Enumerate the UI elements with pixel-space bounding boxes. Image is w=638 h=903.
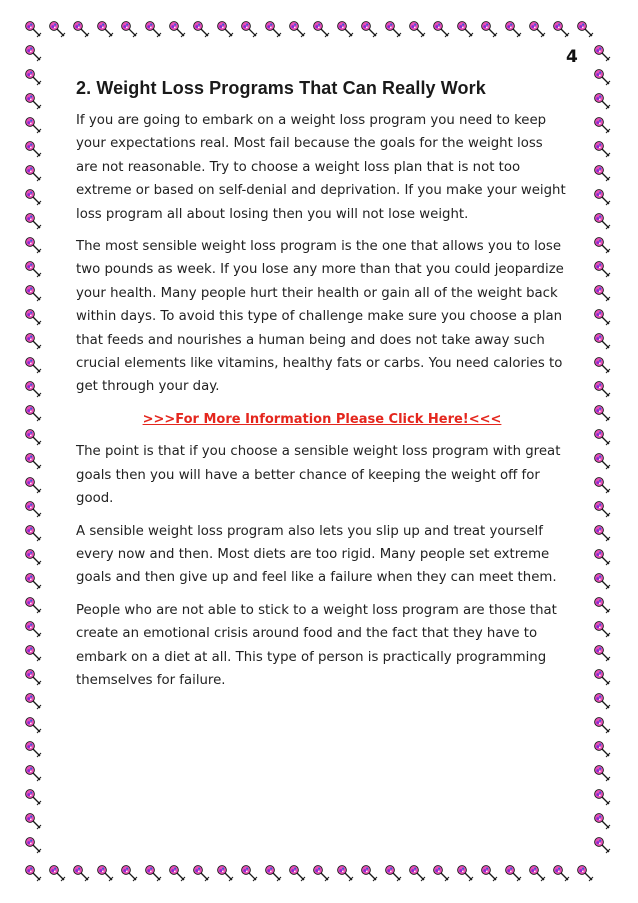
rattle-icon (74, 22, 89, 37)
rattle-icon (595, 286, 610, 301)
rattle-icon (595, 94, 610, 109)
rattle-icon (26, 742, 41, 757)
rattle-icon (146, 866, 161, 881)
rattle-icon (74, 866, 89, 881)
rattle-icon (595, 814, 610, 829)
rattle-icon (98, 22, 113, 37)
article-body (76, 78, 568, 701)
section-heading: 2. Weight Loss Programs That Can Really Work (76, 78, 486, 98)
rattle-icon (482, 866, 497, 881)
rattle-icon (26, 190, 41, 205)
rattle-icon (595, 598, 610, 613)
rattle-icon (170, 22, 185, 37)
rattle-icon (595, 478, 610, 493)
rattle-icon (554, 22, 569, 37)
paragraph: If you are going to embark on a weight loss program you need to keep your expectations real. Most fail because the goals for the weight loss are not reasonable. Try to choose a weight loss plan that is not too extreme or based on self-denial and deprivation. If you make your weight loss program all about losing then you will not lose weight. (76, 113, 566, 222)
rattle-icon (26, 166, 41, 181)
rattle-icon (26, 694, 41, 709)
rattle-icon (266, 866, 281, 881)
more-info-link-line (76, 408, 568, 431)
rattle-icon (26, 382, 41, 397)
rattle-icon (595, 70, 610, 85)
rattle-icon (26, 358, 41, 373)
rattle-icon (595, 334, 610, 349)
page-number: 4 (566, 47, 578, 67)
rattle-icon (218, 866, 233, 881)
rattle-icon (506, 866, 521, 881)
rattle-icon (595, 454, 610, 469)
rattle-icon (530, 866, 545, 881)
rattle-icon (506, 22, 521, 37)
rattle-icon (530, 22, 545, 37)
rattle-icon (595, 310, 610, 325)
rattle-icon (26, 502, 41, 517)
rattle-icon (595, 406, 610, 421)
rattle-icon (362, 866, 377, 881)
rattle-icon (595, 430, 610, 445)
rattle-icon (194, 866, 209, 881)
rattle-icon (26, 310, 41, 325)
rattle-icon (595, 838, 610, 853)
rattle-icon (242, 22, 257, 37)
rattle-icon (26, 814, 41, 829)
rattle-icon (26, 118, 41, 133)
rattle-icon (595, 766, 610, 781)
rattle-icon (26, 286, 41, 301)
rattle-icon (595, 190, 610, 205)
rattle-icon (26, 646, 41, 661)
rattle-icon (595, 214, 610, 229)
rattle-icon (434, 22, 449, 37)
rattle-icon (26, 94, 41, 109)
rattle-icon (26, 866, 41, 881)
rattle-icon (26, 406, 41, 421)
rattle-icon (338, 866, 353, 881)
rattle-icon (314, 22, 329, 37)
rattle-icon (595, 622, 610, 637)
rattle-icon (362, 22, 377, 37)
rattle-icon (290, 866, 305, 881)
rattle-icon (595, 142, 610, 157)
rattle-icon (482, 22, 497, 37)
rattle-icon (26, 334, 41, 349)
rattle-icon (26, 766, 41, 781)
rattle-icon (595, 742, 610, 757)
rattle-icon (410, 22, 425, 37)
rattle-icon (146, 22, 161, 37)
rattle-icon (26, 142, 41, 157)
rattle-icon (595, 118, 610, 133)
rattle-icon (170, 866, 185, 881)
rattle-icon (595, 550, 610, 565)
rattle-icon (26, 22, 41, 37)
rattle-icon (578, 866, 593, 881)
rattle-icon (595, 166, 610, 181)
rattle-icon (26, 214, 41, 229)
rattle-icon (434, 866, 449, 881)
rattle-icon (595, 646, 610, 661)
rattle-icon (595, 694, 610, 709)
rattle-icon (26, 574, 41, 589)
rattle-icon (595, 718, 610, 733)
rattle-icon (410, 866, 425, 881)
rattle-icon (458, 22, 473, 37)
rattle-icon (266, 22, 281, 37)
rattle-icon (386, 22, 401, 37)
rattle-icon (26, 550, 41, 565)
rattle-icon (386, 866, 401, 881)
rattle-icon (26, 670, 41, 685)
paragraph: A sensible weight loss program also lets you slip up and treat yourself every now and then. Most diets are too rigid. Many people set extreme goals and then give up and feel like a failure when they can meet them. (76, 523, 557, 586)
rattle-icon (122, 22, 137, 37)
more-info-link[interactable]: >>>For More Information Please Click Here!<<< (142, 411, 502, 427)
rattle-icon (595, 670, 610, 685)
rattle-icon (194, 22, 209, 37)
rattle-icon (26, 478, 41, 493)
rattle-icon (26, 454, 41, 469)
rattle-icon (26, 70, 41, 85)
rattle-icon (338, 22, 353, 37)
rattle-icon (50, 22, 65, 37)
rattle-icon (26, 790, 41, 805)
rattle-icon (314, 866, 329, 881)
rattle-icon (26, 622, 41, 637)
rattle-icon (26, 598, 41, 613)
rattle-icon (290, 22, 305, 37)
rattle-icon (595, 358, 610, 373)
rattle-icon (26, 46, 41, 61)
rattle-icon (578, 22, 593, 37)
paragraph: The most sensible weight loss program is the one that allows you to lose two pounds as week. If you lose any more than that you could jeopardize your health. Many people hurt their health or gain all of the weight back within days. To avoid this type of challenge make sure you choose a plan that feeds and nourishes a human being and does not take away such crucial elements like vitamins, healthy fats or carbs. You need calories to get through your day. (76, 239, 564, 395)
rattle-icon (26, 718, 41, 733)
rattle-icon (458, 866, 473, 881)
rattle-icon (122, 866, 137, 881)
rattle-icon (98, 866, 113, 881)
rattle-icon (595, 262, 610, 277)
rattle-icon (26, 238, 41, 253)
paragraph: The point is that if you choose a sensible weight loss program with great goals then you will have a better chance of keeping the weight off for good. (76, 444, 561, 507)
rattle-icon (595, 526, 610, 541)
rattle-icon (242, 866, 257, 881)
rattle-icon (50, 866, 65, 881)
rattle-icon (26, 526, 41, 541)
rattle-icon (218, 22, 233, 37)
rattle-icon (26, 838, 41, 853)
rattle-icon (26, 262, 41, 277)
rattle-icon (595, 790, 610, 805)
rattle-icon (595, 46, 610, 61)
rattle-icon (595, 382, 610, 397)
rattle-icon (595, 502, 610, 517)
rattle-icon (595, 238, 610, 253)
rattle-icon (26, 430, 41, 445)
rattle-icon (595, 574, 610, 589)
paragraph: People who are not able to stick to a weight loss program are those that create an emotional crisis around food and the fact that they have to embark on a diet at all. This type of person is practically programming themselves for failure. (76, 602, 557, 688)
rattle-icon (554, 866, 569, 881)
